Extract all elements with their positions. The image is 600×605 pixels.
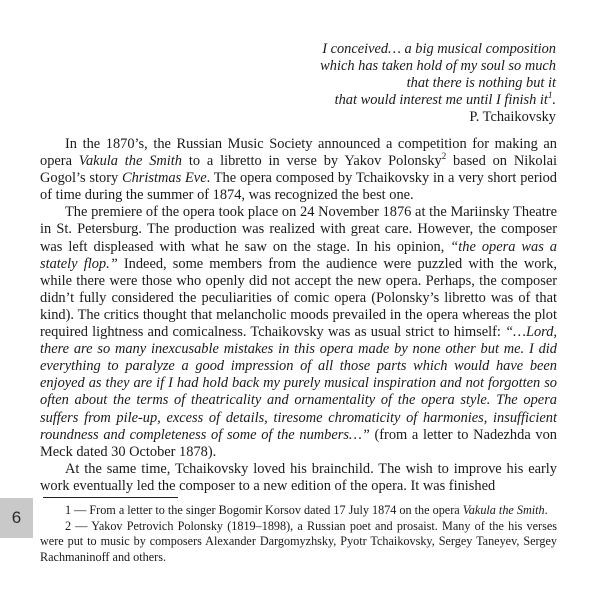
footnote-separator xyxy=(43,497,178,498)
footnote-1: 1 — From a letter to the singer Bogomir Korsov dated 17 July 1874 on the opera Vakula the Smith. xyxy=(65,503,548,517)
epigraph-line: which has taken hold of my soul so much xyxy=(320,58,556,75)
page-number: 6 xyxy=(11,508,22,527)
epigraph-line: that would interest me until I finish $it^1$. xyxy=(334,90,556,109)
footnotes xyxy=(40,503,557,565)
body-paragraph-3: At the same time, Tchaikovsky loved his brainchild. The wish to improve his early work eventually led the composer to a new edition of the opera. It was finished xyxy=(40,460,557,494)
epigraph xyxy=(200,41,556,126)
epigraph-attribution: P. Tchaikovsky xyxy=(469,109,556,126)
page-number-badge xyxy=(0,498,33,538)
epigraph-line: that there is nothing but it xyxy=(406,75,556,92)
footnote-2: 2 — Yakov Petrovich Polonsky (1819–1898), a Russian poet and prosaist. Many of the his verses were put to music by composers Alexander Dargomyzhsky, Pyotr Tchaikovsky, Sergey Taneyev, Sergey Rachmaninoff and others. xyxy=(40,518,557,564)
body-text xyxy=(40,136,557,495)
body-paragraph-1: In the 1870’s, the Russian Music Society announced a competition for making an opera Vakula the Smith to a libretto in verse by Yakov Polonsky$^2$ based on Nikolai Gogol’s story Christmas Eve. The opera composed by Tchaikovsky in a very short period of time during the summer of 1874, was recognized the best one. xyxy=(40,136,558,204)
body-paragraph-2: The premiere of the opera took place on 24 November 1876 at the Mariinsky Theatre in St. Petersburg. The production was realized with great care. However, the composer was left displeased with what he saw on the stage. In his opinion, “the opera was a stately flop.” Indeed, some members from the audience were puzzled with the work, while there were those who openly did not accept the new opera. Perhaps, the composer didn’t fully considered the peculiarities of comic opera (Polonsky’s libretto was of that kind). The critics thought that melancholic moods prevailed in the opera whereas the plot required lightness and comicalness. Tchaikovsky was as usual strict to himself: “…Lord, there are so many inexcusable mistakes in this opera made by none other but me. I did everything to paralyze a good impression of all those parts which would have been enjoyed as they are if I had hold back my purely musical inspiration and not forgotten so often about the terms of theatricality and ornamentality of the opera style. The opera suffers from pile-up, excess of details, tiresome chromaticity of harmonies, insufficient roundness and completeness of some of the numbers…” (from a letter to Nadezhda von Meck dated 30 October 1878). xyxy=(40,204,558,460)
epigraph-line: I conceived… a big musical composition xyxy=(322,41,556,57)
